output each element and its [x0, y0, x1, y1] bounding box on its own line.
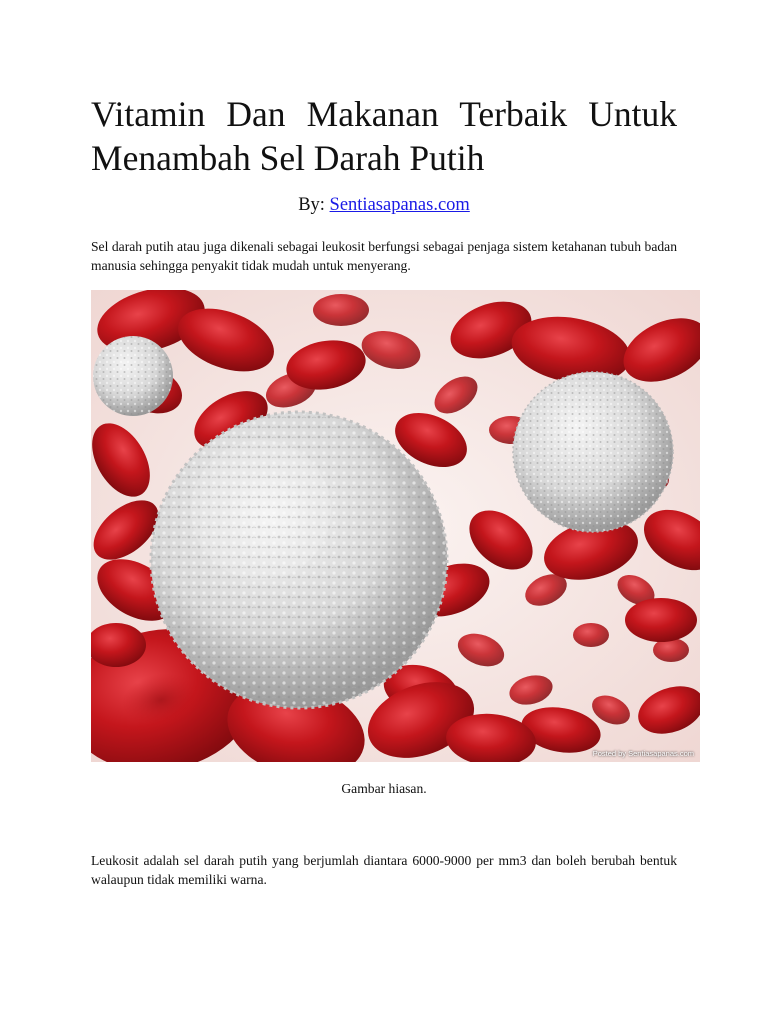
- article-title: Vitamin Dan Makanan Terbaik Untuk Menambah Sel Darah Putih: [91, 94, 677, 178]
- image-credit: Posted by Sentiasapanas.com: [592, 749, 694, 758]
- source-link[interactable]: Sentiasapanas.com: [329, 195, 470, 215]
- body-paragraph: Leukosit adalah sel darah putih yang berjumlah diantara 6000-9000 per mm3 dan boleh berubah bentuk walaupun tidak memiliki warna.: [91, 853, 677, 887]
- white-cell-large: [151, 412, 447, 708]
- white-cell-right: [513, 372, 673, 532]
- blood-cells-image: [91, 290, 700, 762]
- blood-cells-illustration: [91, 290, 700, 762]
- white-cell-small: [93, 336, 173, 416]
- intro-paragraph: Sel darah putih atau juga dikenali sebagai leukosit berfungsi sebagai penjaga sistem ketahanan tubuh badan manusia sehingga penyakit tidak mudah untuk menyerang.: [91, 239, 677, 273]
- image-caption: Gambar hiasan.: [341, 781, 427, 796]
- byline-prefix: By:: [298, 195, 325, 215]
- byline: [0, 195, 768, 216]
